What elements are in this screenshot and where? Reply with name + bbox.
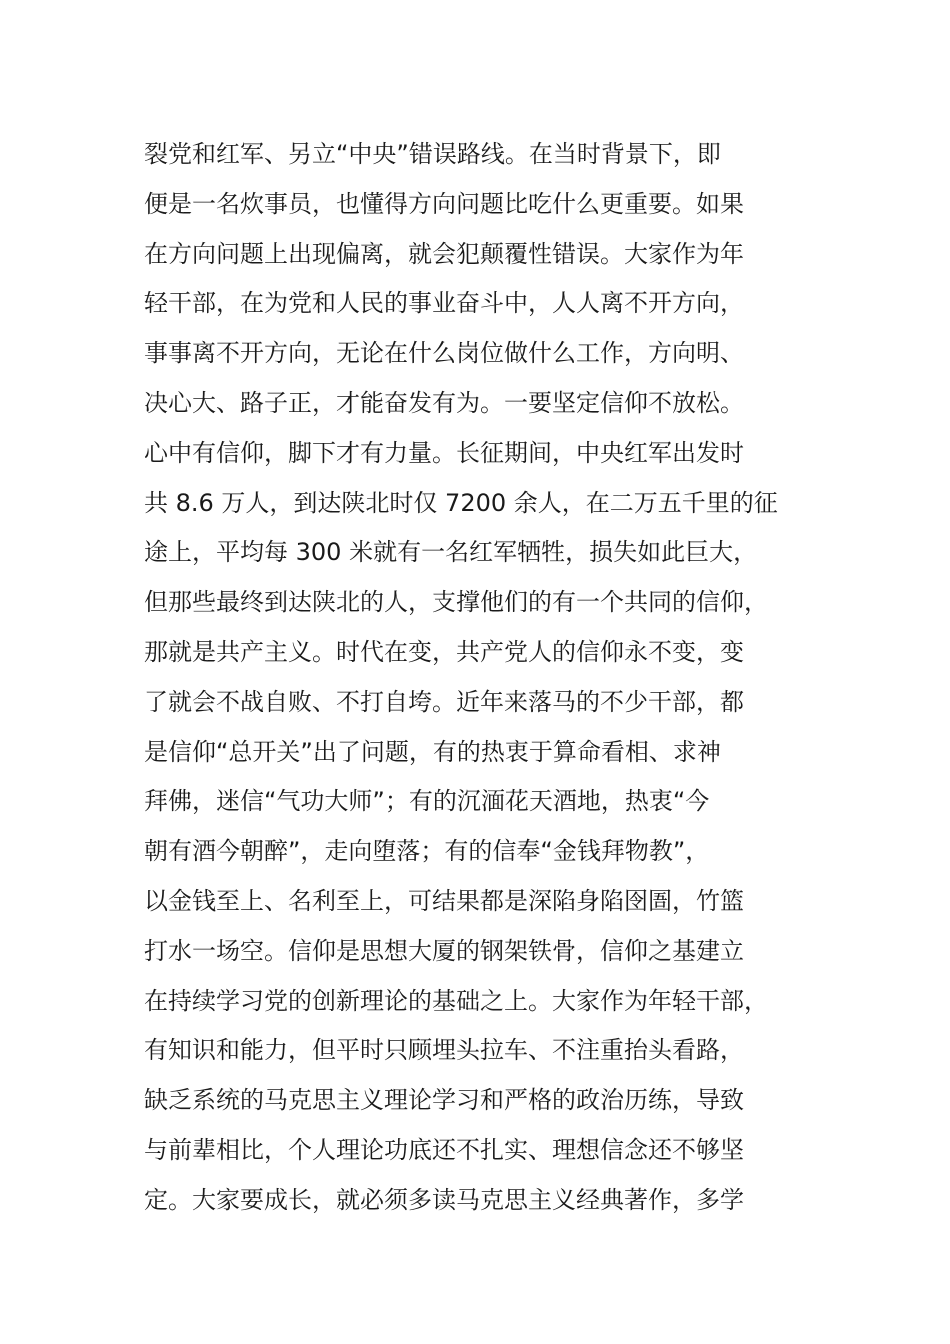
text-line: 事事离不开方向，无论在什么岗位做什么工作，方向明、 xyxy=(144,339,744,368)
text-line: 以金钱至上、名利至上，可结果都是深陷身陷囹圄，竹篮 xyxy=(144,886,744,915)
text-line: 与前辈相比，个人理论功底还不扎实、理想信念还不够坚 xyxy=(144,1135,744,1164)
text-line: 便是一名炊事员，也懂得方向问题比吃什么更重要。如果 xyxy=(144,189,744,218)
text-line: 途上，平均每 300 米就有一名红军牺牲，损失如此巨大， xyxy=(144,538,758,567)
text-line: 心中有信仰，脚下才有力量。长征期间，中央红军出发时 xyxy=(144,438,744,467)
text-line: 在方向问题上出现偏离，就会犯颠覆性错误。大家作为年 xyxy=(144,239,744,268)
text-line: 拜佛，迷信“气功大师”；有的沉湎花天酒地，热衷“今 xyxy=(144,787,710,816)
text-line: 有知识和能力，但平时只顾埋头拉车、不注重抬头看路， xyxy=(144,1036,744,1065)
body-text xyxy=(144,130,824,1226)
text-line: 缺乏系统的马克思主义理论学习和严格的政治历练，导致 xyxy=(144,1086,744,1115)
text-line: 轻干部，在为党和人民的事业奋斗中，人人离不开方向， xyxy=(144,289,744,318)
text-line: 共 8.6 万人，到达陕北时仅 7200 余人，在二万五千里的征 xyxy=(144,488,778,517)
text-line: 打水一场空。信仰是思想大厦的钢架铁骨，信仰之基建立 xyxy=(144,936,744,965)
text-line: 但那些最终到达陕北的人，支撑他们的有一个共同的信仰， xyxy=(144,588,768,617)
text-line: 朝有酒今朝醉”，走向堕落；有的信奉“金钱拜物教”， xyxy=(144,837,710,866)
text-line: 了就会不战自败、不打自垮。近年来落马的不少干部，都 xyxy=(144,687,744,716)
text-line: 定。大家要成长，就必须多读马克思主义经典著作，多学 xyxy=(144,1185,744,1214)
text-line: 裂党和红军、另立“中央”错误路线。在当时背景下，即 xyxy=(144,140,721,168)
text-line: 决心大、路子正，才能奋发有为。一要坚定信仰不放松。 xyxy=(144,388,744,417)
text-line: 那就是共产主义。时代在变，共产党人的信仰永不变，变 xyxy=(144,637,744,666)
text-line: 在持续学习党的创新理论的基础之上。大家作为年轻干部， xyxy=(144,986,768,1015)
text-line: 是信仰“总开关”出了问题，有的热衷于算命看相、求神 xyxy=(144,737,721,766)
